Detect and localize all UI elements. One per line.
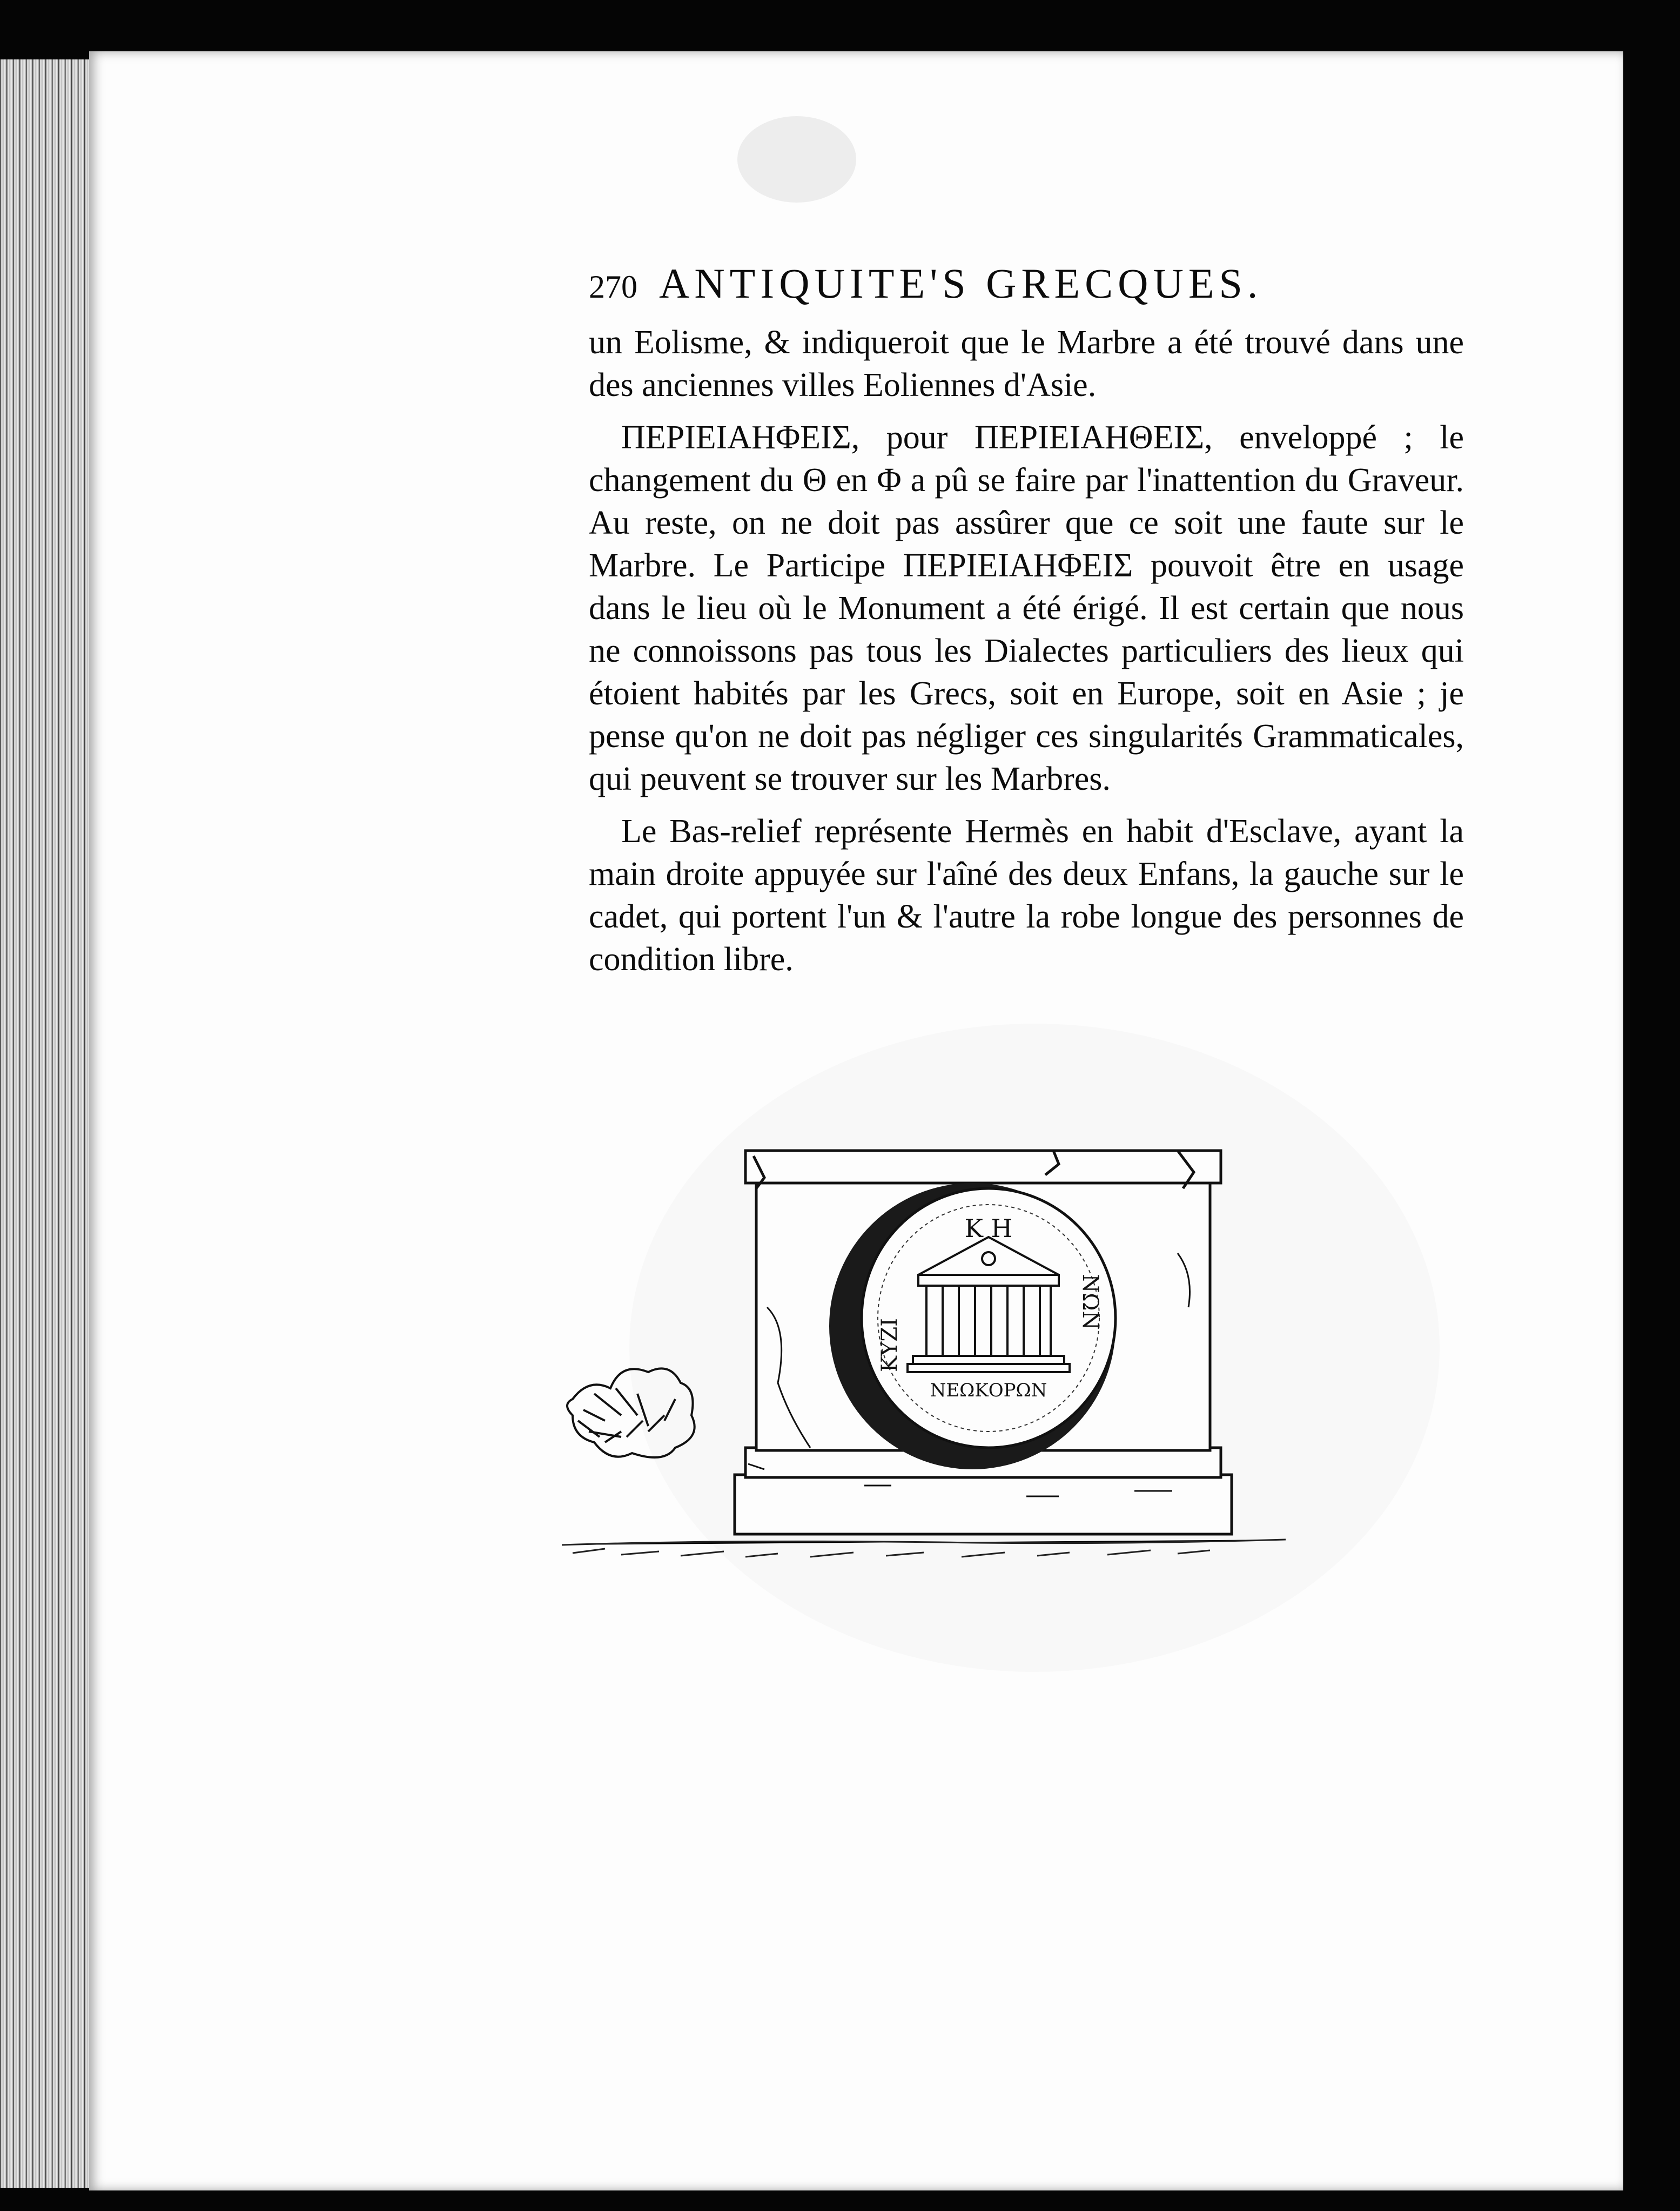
paragraph-3: Le Bas-relief représente Hermès en habit d'Esclave, ayant la main droite appuyée sur l'aîné des deux Enfans, la gauche sur le cadet, qui portent l'un & l'autre la robe longue des personnes de condition libre. xyxy=(589,813,1464,978)
paragraph-1: un Eolisme, & indiqueroit que le Marbre a été trouvé dans une des anciennes villes Eoliennes d'Asie. xyxy=(589,324,1464,404)
text-block xyxy=(589,259,1464,991)
medallion-engraving xyxy=(829,1183,1115,1469)
ground-engraving xyxy=(562,1540,1286,1557)
shrub-engraving xyxy=(567,1368,695,1457)
engraving-altar-medallion xyxy=(540,1118,1296,1577)
medallion-left-legend: ΚΥΖΙ xyxy=(877,1318,902,1372)
medallion-bottom-legend: ΝΕΩΚΟΡΩΝ xyxy=(930,1380,1047,1401)
running-title: ANTIQUITE'S GRECQUES. xyxy=(659,260,1263,307)
book-page-edges xyxy=(0,59,95,2188)
page-number: 270 xyxy=(589,269,637,305)
medallion-top-legend: Κ Η xyxy=(964,1214,1013,1243)
scanner-background-top xyxy=(0,0,1680,59)
scanner-background-right xyxy=(1623,0,1680,2211)
stain xyxy=(737,116,856,203)
running-header xyxy=(589,259,1464,319)
medallion-right-legend: ΝΩΝ xyxy=(1078,1274,1103,1330)
paragraph-2: ΠΕΡΙΕΙΑΗΦΕΙΣ, pour ΠΕΡΙΕΙΑΗΘΕΙΣ, enveloppé ; le changement du Θ en Φ a pû se faire par l'inattention du Graveur. Au reste, on ne doit pas assûrer que ce soit une faute sur le Marbre. Le Participe ΠΕΡΙΕΙΑΗΦΕΙΣ pouvoit être en usage dans le lieu où le Monument a été érigé. Il est certain que nous ne connoissons pas tous les Dialectes particuliers des lieux qui étoient habités par les Grecs, soit en Europe, soit en Asie ; je pense qu'on ne doit pas négliger ces singularités Grammaticales, qui peuvent se trouver sur les Marbres. xyxy=(589,419,1464,797)
